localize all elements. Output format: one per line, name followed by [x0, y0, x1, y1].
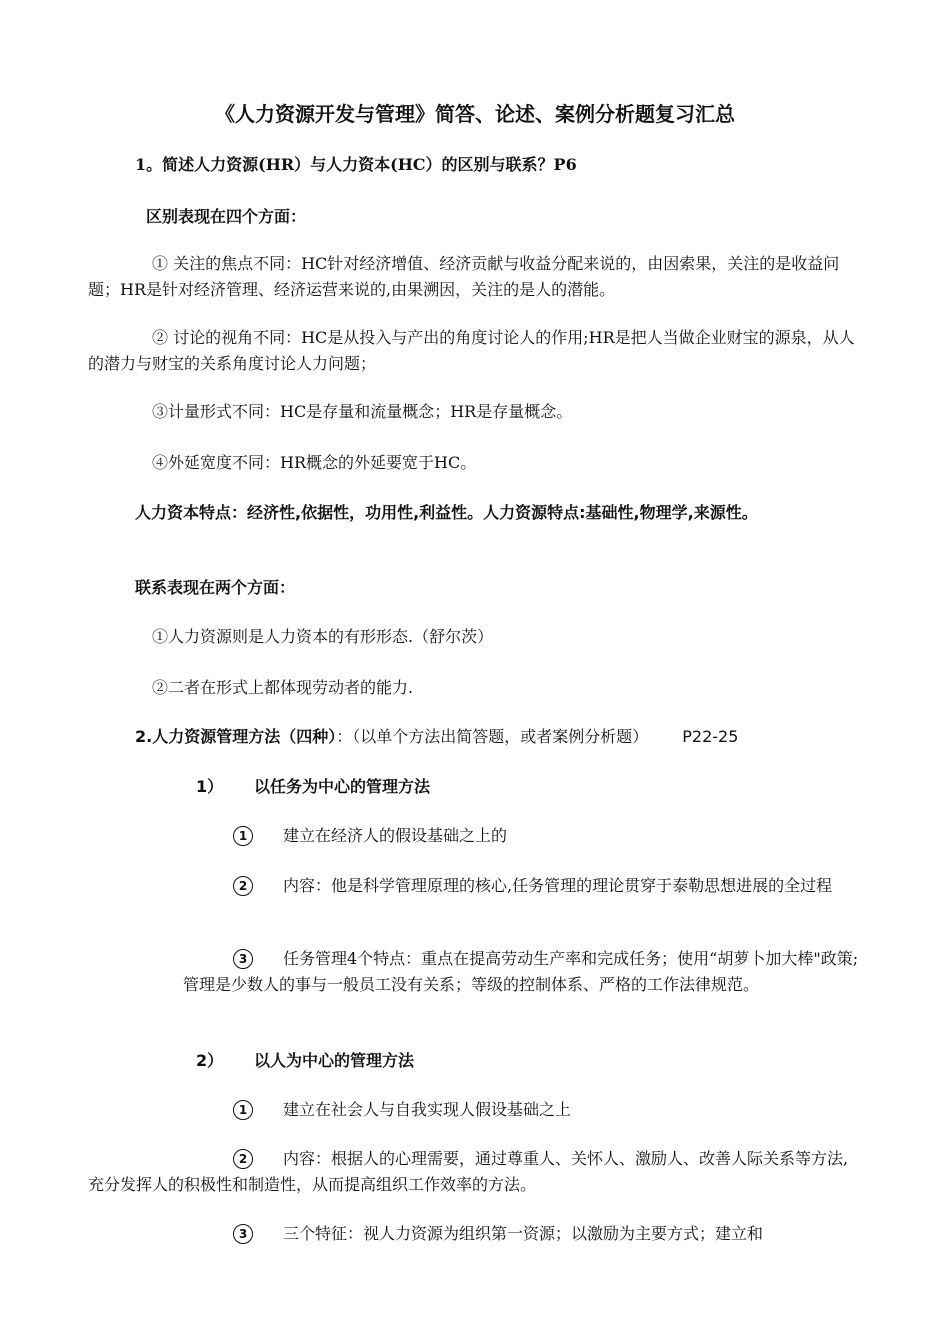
document-title: 《人力资源开发与管理》简答、论述、案例分析题复习汇总	[215, 102, 735, 126]
method-1-item-2-text: 内容：他是科学管理原理的核心,任务管理的理论贯穿于泰勒思想进展的全过程	[283, 876, 833, 895]
q1-diff-item-2: ② 讨论的视角不同：HC是从投入与产出的角度讨论人的作用;HR是把人当做企业财宝的源泉，从人的潜力与财宝的关系角度讨论人力问题；	[88, 328, 855, 373]
method-2-title: 以人为中心的管理方法	[254, 1051, 415, 1070]
q1-diff-item-3: ③计量形式不同：HC是存量和流量概念；HR是存量概念。	[152, 402, 573, 421]
method-2-item-2-text: 内容：根据人的心理需要，通过尊重人、关怀人、激励人、改善人际关系等方法,充分发挥人的积极性和制造性，从而提高组织工作效率的方法。	[88, 1149, 849, 1194]
circled-number-icon: 2	[233, 876, 253, 896]
method-1-heading	[196, 774, 430, 800]
circled-number-icon: 3	[233, 949, 253, 969]
q1-diff-item-1: ① 关注的焦点不同：HC针对经济增值、经济贡献与收益分配来说的，由因索果，关注的是收益问题；HR是针对经济管理、经济运营来说的,由果溯因，关注的是人的潜能。	[88, 254, 840, 299]
q1-link-intro: 联系表现在两个方面：	[135, 578, 296, 597]
q2-heading-note: ：（以单个方法出简答题，或者案例分析题）	[336, 727, 649, 746]
q2-heading	[135, 724, 863, 750]
method-2-number: 2）	[196, 1051, 224, 1070]
method-2-item-3-text: 三个特征：视人力资源为组织第一资源；以激励为主要方式；建立和	[283, 1224, 764, 1243]
method-1-item-1	[183, 823, 863, 849]
q1-link-item-2: ②二者在形式上都体现劳动者的能力.	[152, 678, 414, 697]
method-2-item-3	[183, 1221, 863, 1247]
method-1-item-2	[183, 873, 863, 899]
circled-number-icon: 3	[233, 1224, 253, 1244]
circled-number-icon: 2	[233, 1149, 253, 1169]
q2-heading-page: P22-25	[682, 727, 739, 746]
method-1-item-1-text: 建立在经济人的假设基础之上的	[283, 826, 508, 845]
method-2-item-1	[183, 1097, 863, 1123]
method-2-item-2	[88, 1146, 863, 1198]
method-1-number: 1）	[196, 777, 224, 796]
q1-heading: 1。简述人力资源(HR）与人力资本(HC）的区别与联系？P6	[135, 155, 577, 174]
q1-diff-item-4: ④外延宽度不同：HR概念的外延要宽于HC。	[152, 453, 477, 472]
q1-link-item-1: ①人力资源则是人力资本的有形形态.（舒尔茨）	[152, 627, 494, 646]
q1-diff-intro: 区别表现在四个方面：	[146, 207, 307, 226]
q1-features: 人力资本特点：经济性,依据性，功用性,利益性。人力资源特点:基础性,物理学,来源性。	[135, 503, 758, 522]
circled-number-icon: 1	[233, 1100, 253, 1120]
q2-heading-main: 2.人力资源管理方法（四种）	[135, 727, 337, 746]
method-1-title: 以任务为中心的管理方法	[254, 777, 431, 796]
method-2-item-1-text: 建立在社会人与自我实现人假设基础之上	[283, 1100, 572, 1119]
circled-number-icon: 1	[233, 826, 253, 846]
method-1-item-3	[183, 946, 863, 998]
method-2-heading	[196, 1048, 414, 1074]
method-1-item-3-text: 任务管理4个特点：重点在提高劳动生产率和完成任务；使用“胡萝卜加大棒"政策;管理是少数人的事与一般员工没有关系；等级的控制体系、严格的工作法律规范。	[183, 949, 859, 994]
